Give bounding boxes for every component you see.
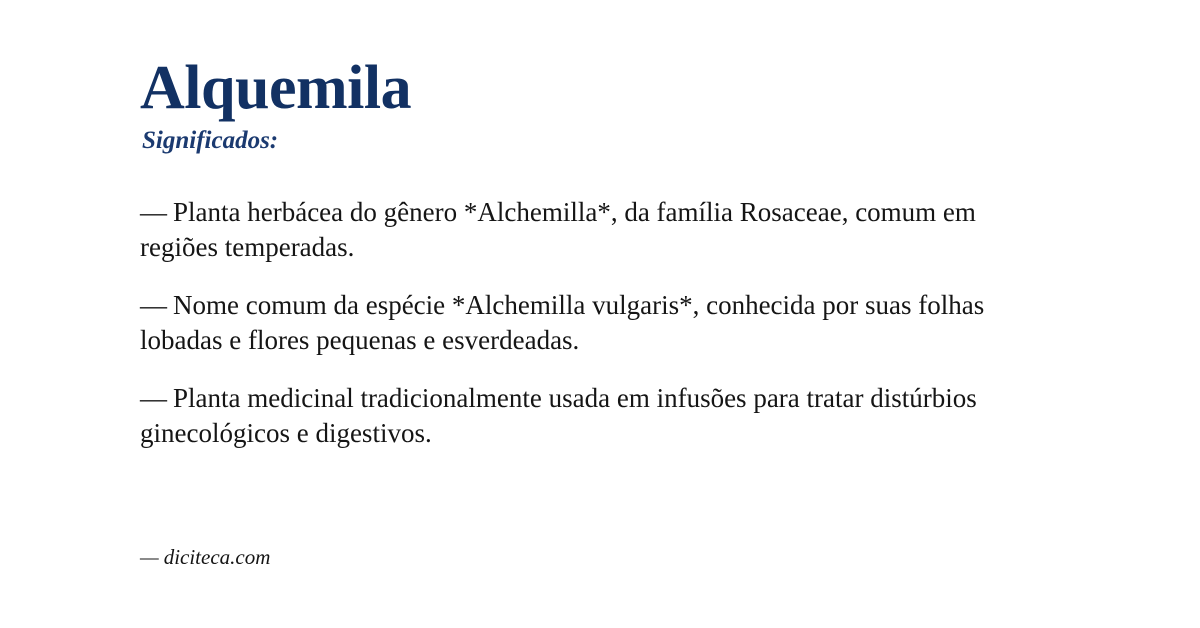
list-item — [140, 381, 1060, 450]
em-dash: — — [140, 290, 167, 321]
source-name: diciteca.com — [163, 545, 271, 569]
em-dash: — — [140, 383, 167, 414]
sense-text: Nome comum da espécie *Alchemilla vulgaris*, conhecida por suas folhas lobadas e flores pequenas e esverdeadas. — [140, 290, 985, 355]
page-title: Alquemila — [140, 54, 412, 122]
meanings-label: Significados: — [142, 127, 279, 155]
sense-text: Planta herbácea do gênero *Alchemilla*, da família Rosaceae, comum em regiões temperadas. — [140, 197, 976, 262]
list-item — [140, 195, 1060, 264]
sense-list — [140, 195, 1060, 450]
em-dash: — — [140, 197, 167, 228]
source-attribution — [140, 545, 270, 570]
sense-text: Planta medicinal tradicionalmente usada em infusões para tratar distúrbios ginecológicos e digestivos. — [140, 383, 977, 448]
em-dash: — — [140, 545, 159, 569]
list-item — [140, 288, 1060, 357]
